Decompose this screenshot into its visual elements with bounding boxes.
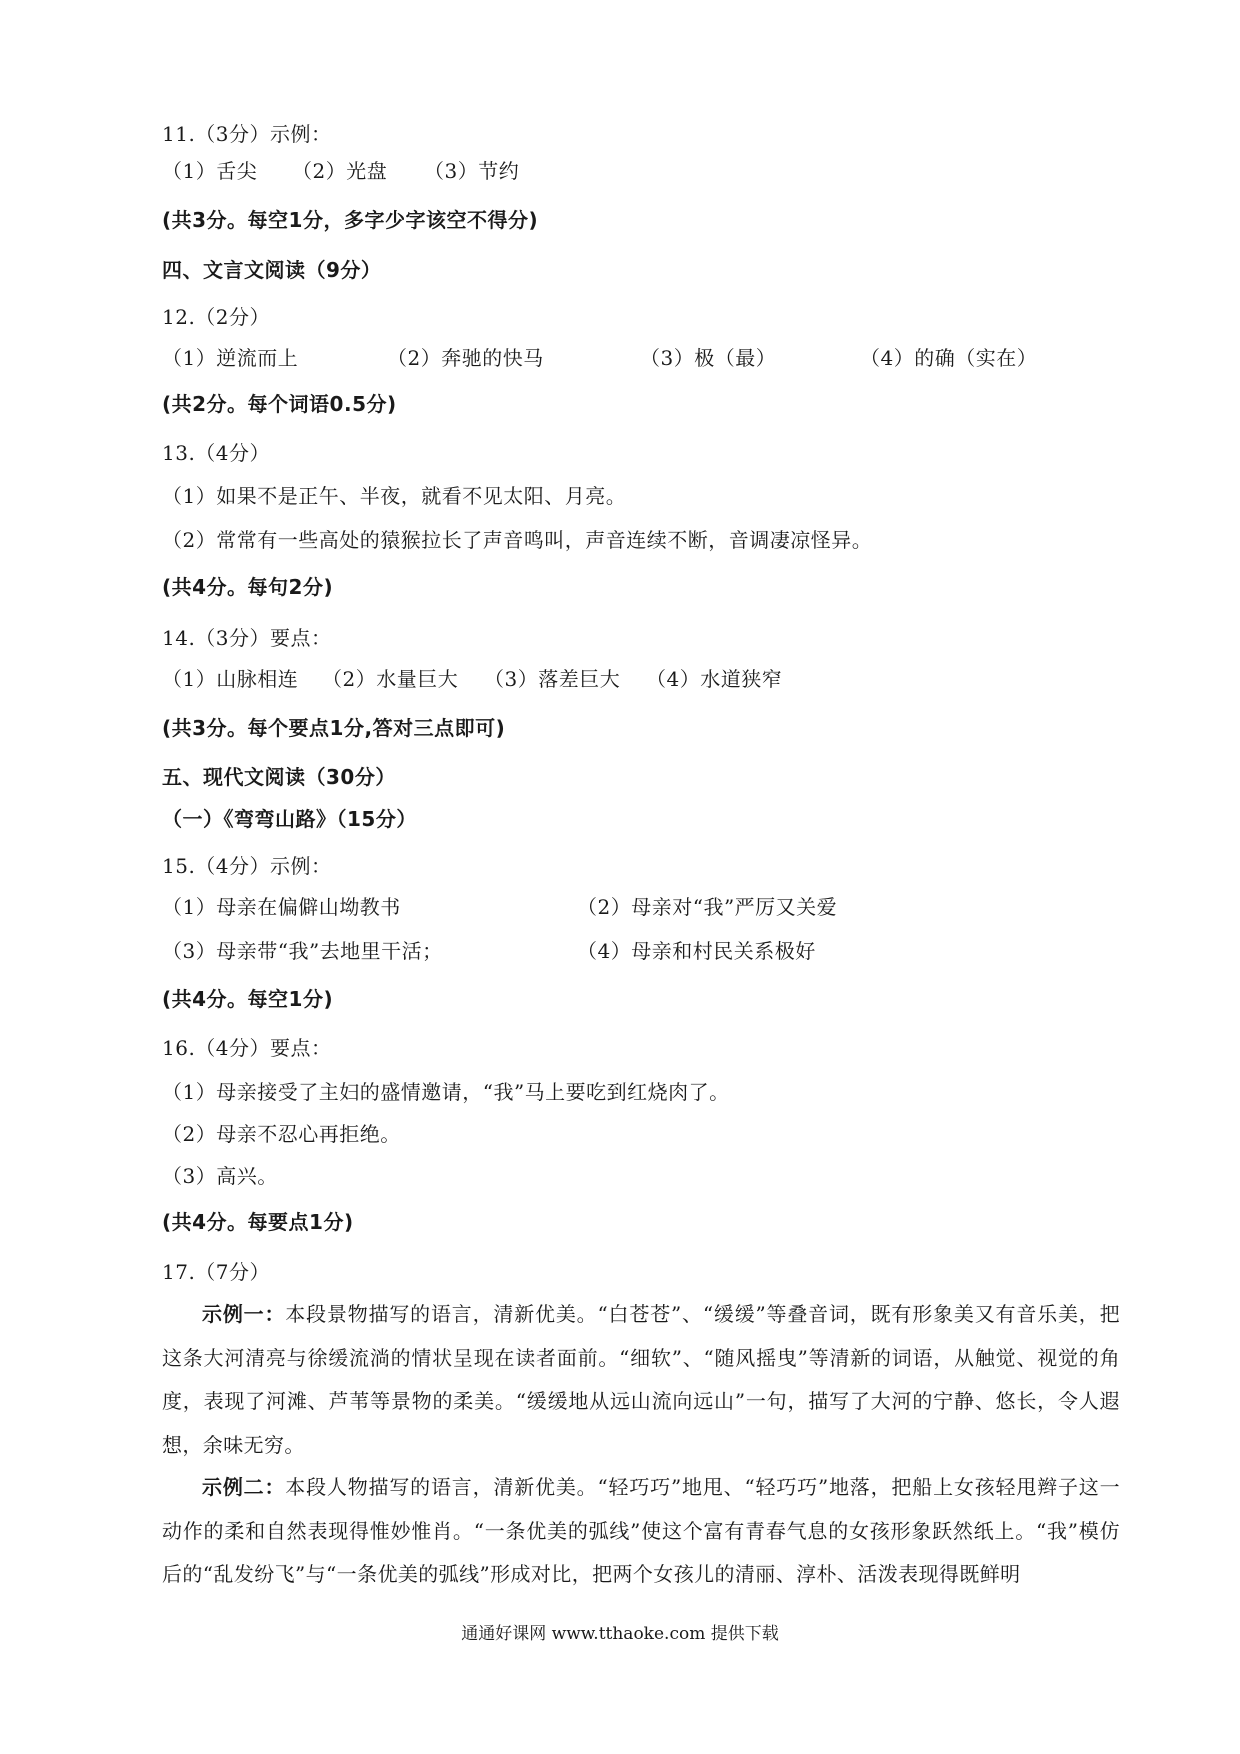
q13-header: 13.（4分） — [162, 441, 271, 465]
q14-answer-2: （2）水量巨大 — [322, 667, 459, 691]
q14-answer-1: （1）山脉相连 — [162, 667, 299, 691]
footer-source: 通通好课网 www.tthaoke.com 提供下载 — [461, 1624, 779, 1644]
q15-answers-row-1 — [162, 893, 1112, 921]
q12-answer-1: （1）逆流而上 — [162, 346, 299, 370]
q11-answer-3: （3）节约 — [424, 159, 520, 183]
q11-answer-1: （1）舌尖 — [162, 159, 258, 183]
q12-answers — [162, 344, 1062, 372]
q12-answer-3: （3）极（最） — [640, 346, 777, 370]
q12-answer-4: （4）的确（实在） — [860, 346, 1038, 370]
q15-answer-2: （2）母亲对“我”严厉又关爱 — [577, 895, 838, 919]
q11-answer-2: （2）光盘 — [292, 159, 388, 183]
q11-answers — [162, 157, 1062, 185]
section-4-title: 四、文言文阅读（9分） — [162, 258, 382, 282]
q16-scoring-note: (共4分。每要点1分) — [162, 1210, 354, 1234]
q15-answer-1: （1）母亲在偏僻山坳教书 — [162, 895, 401, 919]
q14-header: 14.（3分）要点： — [162, 626, 332, 650]
q14-scoring-note: (共3分。每个要点1分,答对三点即可) — [162, 716, 506, 740]
q13-answer-1: （1）如果不是正午、半夜，就看不见太阳、月亮。 — [162, 484, 627, 508]
q11-scoring-note: (共3分。每空1分，多字少字该空不得分) — [162, 208, 539, 232]
q17-example-1 — [162, 1293, 1120, 1467]
q14-answer-4: （4）水道狭窄 — [646, 667, 783, 691]
q16-header: 16.（4分）要点： — [162, 1036, 332, 1060]
q12-header: 12.（2分） — [162, 305, 271, 329]
q13-answer-2: （2）常常有一些高处的猿猴拉长了声音鸣叫，声音连续不断，音调凄凉怪异。 — [162, 528, 873, 552]
q14-answers — [162, 665, 1062, 693]
q16-answer-1: （1）母亲接受了主妇的盛情邀请，“我”马上要吃到红烧肉了。 — [162, 1080, 730, 1104]
q16-answer-3: （3）高兴。 — [162, 1164, 278, 1188]
q17-example-1-label: 示例一： — [202, 1302, 286, 1326]
q17-header: 17.（7分） — [162, 1260, 271, 1284]
q17-example-1-text: 本段景物描写的语言，清新优美。“白苍苍”、“缓缓”等叠音词，既有形象美又有音乐美，把这条大河清亮与徐缓流淌的情状呈现在读者面前。“细软”、“随风摇曳”等清新的词语，从触觉、视觉的角度，表现了河滩、芦苇等景物的柔美。“缓缓地从远山流向远山”一句，描写了大河的宁静、悠长，令人遐想，余味无穷。 — [162, 1302, 1120, 1457]
q12-scoring-note: (共2分。每个词语0.5分) — [162, 392, 397, 416]
q14-answer-3: （3）落差巨大 — [484, 667, 621, 691]
q15-answer-3: （3）母亲带“我”去地里干活； — [162, 939, 443, 963]
q17-example-2-label: 示例二： — [202, 1475, 286, 1499]
q15-answers-row-2 — [162, 937, 1112, 965]
section-5-title: 五、现代文阅读（30分） — [162, 765, 396, 789]
q17-example-2-text: 本段人物描写的语言，清新优美。“轻巧巧”地甩、“轻巧巧”地落，把船上女孩轻甩辫子这一动作的柔和自然表现得惟妙惟肖。“一条优美的弧线”使这个富有青春气息的女孩形象跃然纸上。“我”模仿后的“乱发纷飞”与“一条优美的弧线”形成对比，把两个女孩儿的清丽、淳朴、活泼表现得既鲜明 — [162, 1475, 1120, 1586]
q15-answer-4: （4）母亲和村民关系极好 — [577, 939, 816, 963]
q11-header: 11.（3分）示例： — [162, 122, 332, 146]
q13-scoring-note: (共4分。每句2分) — [162, 575, 334, 599]
q16-answer-2: （2）母亲不忍心再拒绝。 — [162, 1122, 401, 1146]
q15-header: 15.（4分）示例： — [162, 854, 332, 878]
q15-scoring-note: (共4分。每空1分) — [162, 987, 334, 1011]
section-5-subtitle: （一）《弯弯山路》（15分） — [162, 807, 417, 831]
q12-answer-2: （2）奔驰的快马 — [387, 346, 544, 370]
q17-example-2 — [162, 1466, 1120, 1597]
